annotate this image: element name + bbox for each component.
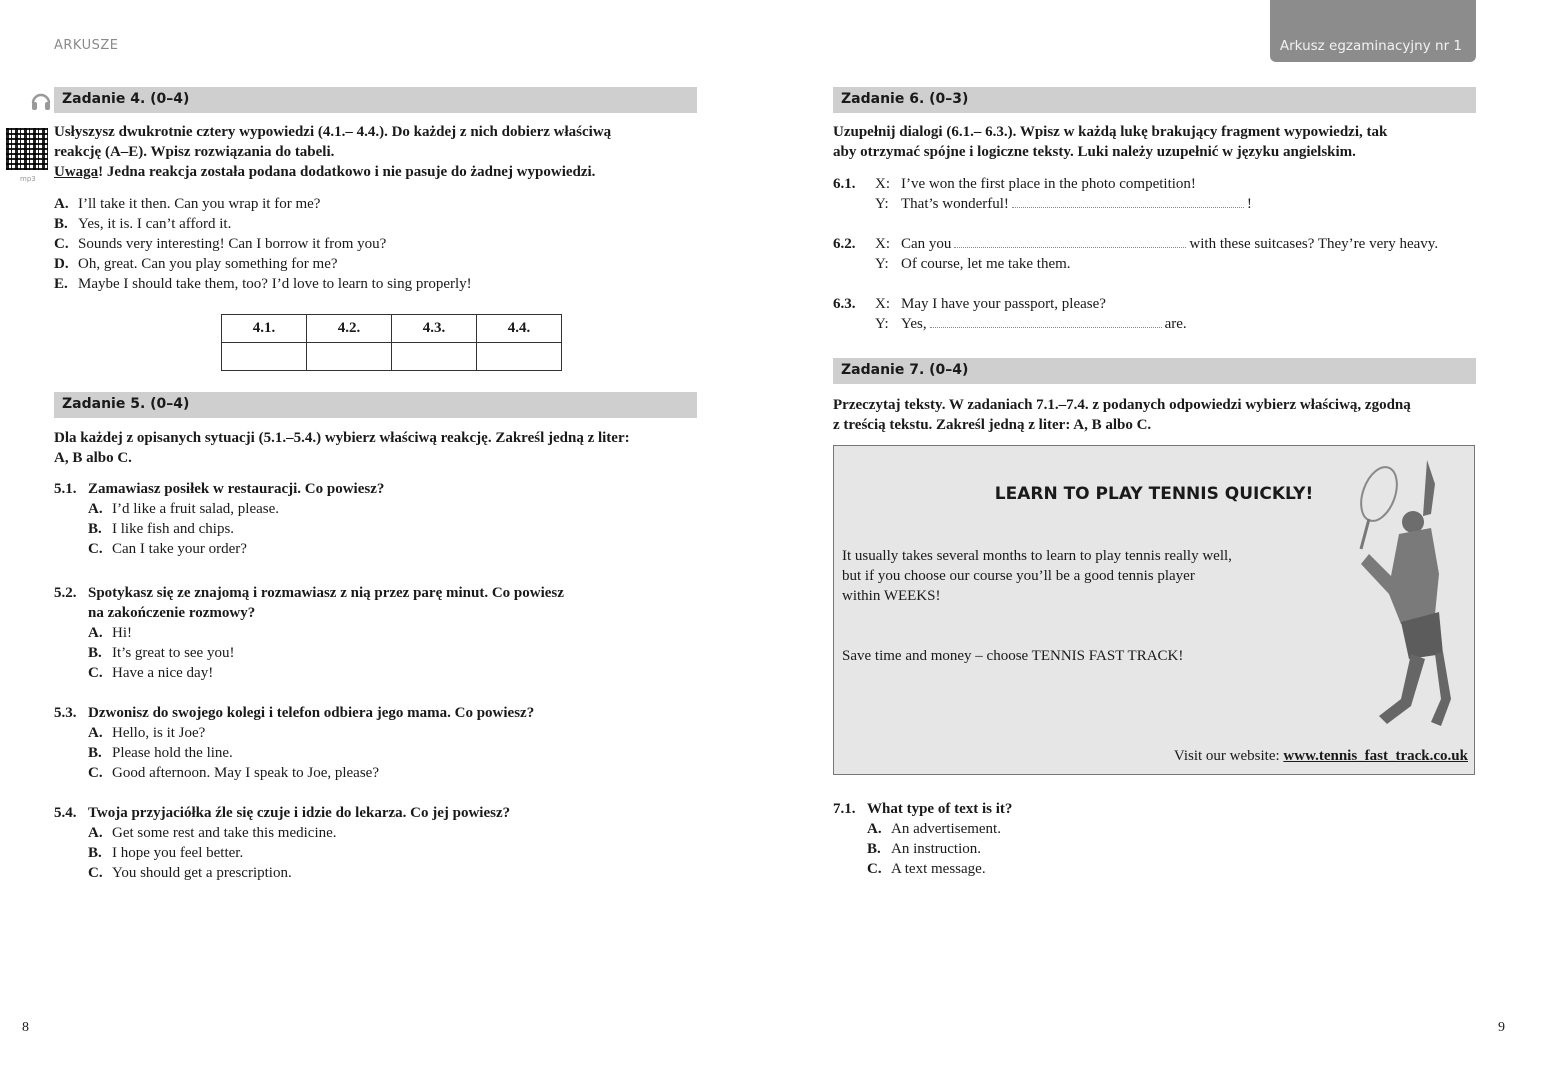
section-tab-label: Arkusz egzaminacyjny nr 1 — [1279, 38, 1462, 54]
answer-option[interactable]: C. You should get a prescription. — [88, 865, 292, 881]
answer-option[interactable]: B. Please hold the line. — [88, 745, 233, 761]
question-text: Dzwonisz do swojego kolegi i telefon odbiera jego mama. Co powiesz? — [88, 705, 535, 721]
task4-option: C. Sounds very interesting! Can I borrow it from you? — [54, 236, 387, 252]
ad-website-link[interactable]: www.tennis_fast_track.co.uk — [1283, 748, 1468, 764]
question-text: na zakończenie rozmowy? — [88, 605, 256, 621]
answer-cell[interactable] — [392, 343, 477, 371]
task4-option: A. I’ll take it then. Can you wrap it for me? — [54, 196, 321, 212]
task6-instr-line2: aby otrzymać spójne i logiczne teksty. Luki należy uzupełnić w języku angielskim. — [833, 144, 1356, 160]
answer-option[interactable]: A. An advertisement. — [867, 821, 1001, 837]
table-header: 4.4. — [477, 315, 562, 343]
gap-input-6-3[interactable] — [930, 315, 1162, 328]
task6-title-bar — [833, 87, 1476, 113]
page-number-right: 9 — [1498, 1020, 1505, 1035]
task7-title-bar — [833, 358, 1476, 384]
task4-options — [54, 194, 472, 294]
table-header: 4.1. — [222, 315, 307, 343]
task4-option: D. Oh, great. Can you play something for me? — [54, 256, 338, 272]
task6-title: Zadanie 6. (0–3) — [841, 91, 969, 107]
task4-option: E. Maybe I should take them, too? I’d love to learn to sing properly! — [54, 276, 472, 292]
tennis-player-illustration — [1339, 454, 1469, 744]
task7-title: Zadanie 7. (0–4) — [841, 362, 969, 378]
headphones-icon — [30, 90, 52, 112]
task7-instr-line1: Przeczytaj teksty. W zadaniach 7.1.–7.4. z podanych odpowiedzi wybierz właściwą, zgodną — [833, 397, 1411, 413]
answer-option[interactable]: B. An instruction. — [867, 841, 981, 857]
task4-instr-line2: reakcję (A–E). Wpisz rozwiązania do tabeli. — [54, 144, 335, 160]
question-5-4: 5.4. Twoja przyjaciółka źle się czuje i idzie do lekarza. Co jej powiesz? A. Get some rest and take this medicine. B. I hope you feel better. C. You should get a prescription. — [54, 805, 511, 881]
answer-option[interactable]: A. Hi! — [88, 625, 132, 641]
task4-note — [54, 162, 611, 182]
task4-title: Zadanie 4. (0–4) — [62, 91, 190, 107]
ad-paragraph-2: Save time and money – choose TENNIS FAST TRACK! — [842, 648, 1184, 664]
ad-website-label: Visit our website: — [1173, 748, 1280, 764]
question-text: Zamawiasz posiłek w restauracji. Co powiesz? — [88, 481, 385, 497]
task4-instr-line1: Usłyszysz dwukrotnie cztery wypowiedzi (4.1.– 4.4.). Do każdej z nich dobierz właściwą — [54, 124, 612, 140]
task4-title-bar — [54, 87, 697, 113]
ad-paragraph-1: It usually takes several months to learn to play tennis really well, but if you choose our course you’ll be a good tennis player within WEEKS! — [842, 548, 1232, 604]
task5-title: Zadanie 5. (0–4) — [62, 396, 190, 412]
qr-code-icon[interactable] — [6, 128, 48, 170]
task7-instr-line2: z treścią tekstu. Zakreśl jedną z liter: A, B albo C. — [833, 417, 1152, 433]
question-text: Twoja przyjaciółka źle się czuje i idzie do lekarza. Co jej powiesz? — [88, 805, 511, 821]
question-text: What type of text is it? — [867, 801, 1013, 817]
task4-note-text: ! Jedna reakcja została podana dodatkowo i nie pasuje do żadnej wypowiedzi. — [98, 164, 596, 180]
answer-option[interactable]: A. I’d like a fruit salad, please. — [88, 501, 280, 517]
answer-option[interactable]: B. It’s great to see you! — [88, 645, 235, 661]
answer-cell[interactable] — [477, 343, 562, 371]
answer-option[interactable]: C. Have a nice day! — [88, 665, 214, 681]
question-text: Spotykasz się ze znajomą i rozmawiasz z nią przez parę minut. Co powiesz — [88, 585, 564, 601]
dialog-6-2: 6.2. X: Can you with these suitcases? They’re very heavy. Y: Of course, let me take them. — [833, 236, 1439, 272]
task5-instructions — [54, 428, 630, 468]
task5-instr-line1: Dla każdej z opisanych sytuacji (5.1.–5.4.) wybierz właściwą reakcję. Zakreśl jedną z liter: — [54, 430, 630, 446]
task5-instr-line2: A, B albo C. — [54, 450, 132, 466]
answer-option[interactable]: A. Get some rest and take this medicine. — [88, 825, 337, 841]
task6-instr-line1: Uzupełnij dialogi (6.1.– 6.3.). Wpisz w każdą lukę brakujący fragment wypowiedzi, tak — [833, 124, 1388, 140]
answer-option[interactable]: C. A text message. — [867, 861, 986, 877]
question-5-3: 5.3. Dzwonisz do swojego kolegi i telefon odbiera jego mama. Co powiesz? A. Hello, is it Joe? B. Please hold the line. C. Good afternoon. May I speak to Joe, please? — [54, 705, 535, 781]
dialog-6-3: 6.3. X: May I have your passport, please? Y: Yes, are. — [833, 296, 1187, 332]
gap-input-6-2[interactable] — [954, 235, 1186, 248]
advertisement-box — [833, 445, 1475, 775]
answer-option[interactable]: B. I like fish and chips. — [88, 521, 235, 537]
question-5-2: 5.2. Spotykasz się ze znajomą i rozmawiasz z nią przez parę minut. Co powiesz na zakończenie rozmowy? A. Hi! B. It’s great to see you! C. Have a nice day! — [54, 585, 564, 681]
answer-option[interactable]: A. Hello, is it Joe? — [88, 725, 206, 741]
dialog-6-1: 6.1. X: I’ve won the first place in the photo competition! Y: That’s wonderful! ! — [833, 176, 1252, 212]
qr-label: mp3 — [20, 175, 36, 183]
answer-option[interactable]: C. Good afternoon. May I speak to Joe, please? — [88, 765, 379, 781]
answer-option[interactable]: B. I hope you feel better. — [88, 845, 244, 861]
answer-cell[interactable] — [222, 343, 307, 371]
section-tab — [1270, 0, 1476, 62]
table-header: 4.2. — [307, 315, 392, 343]
task4-instructions — [54, 122, 611, 182]
answer-cell[interactable] — [307, 343, 392, 371]
question-7-1: 7.1. What type of text is it? A. An advertisement. B. An instruction. C. A text message. — [833, 801, 1013, 877]
page-number-left: 8 — [22, 1020, 29, 1035]
question-5-1: 5.1. Zamawiasz posiłek w restauracji. Co powiesz? A. I’d like a fruit salad, please. B. I like fish and chips. C. Can I take your order? — [54, 481, 385, 557]
ad-heading: LEARN TO PLAY TENNIS QUICKLY! — [994, 484, 1314, 504]
task4-option: B. Yes, it is. I can’t afford it. — [54, 216, 232, 232]
table-header: 4.3. — [392, 315, 477, 343]
task7-instructions — [833, 395, 1411, 435]
task4-note-word: Uwaga — [54, 164, 99, 180]
answer-option[interactable]: C. Can I take your order? — [88, 541, 247, 557]
running-header: ARKUSZE — [54, 38, 119, 53]
task5-title-bar — [54, 392, 697, 418]
task4-answer-table — [221, 314, 562, 371]
task6-instructions — [833, 122, 1387, 162]
gap-input-6-1[interactable] — [1012, 195, 1244, 208]
ad-website — [1174, 746, 1468, 766]
